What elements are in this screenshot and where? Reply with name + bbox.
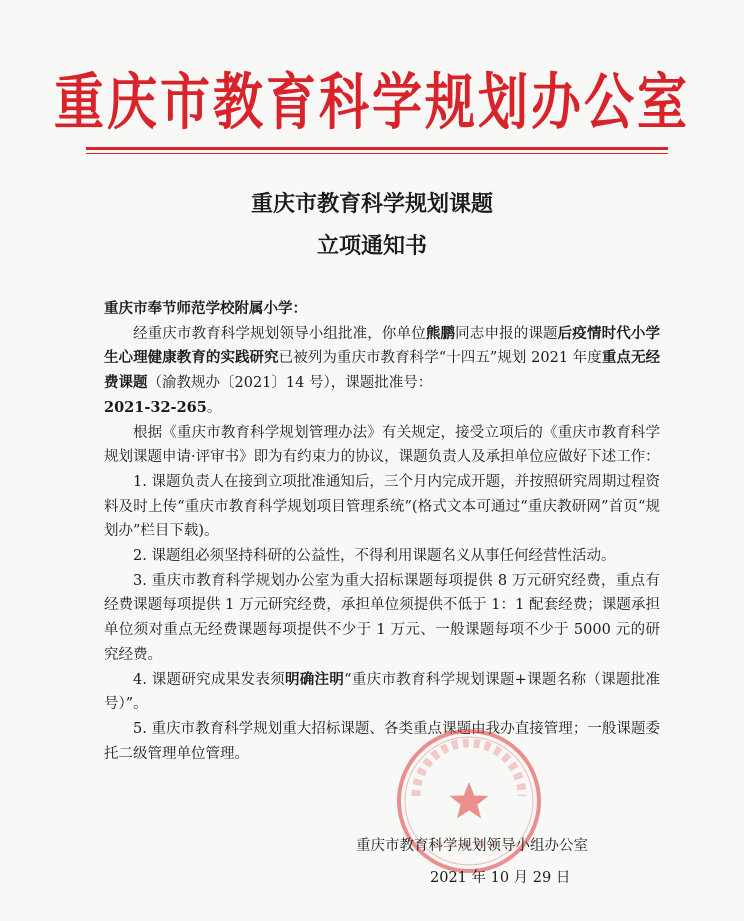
requirement-item-2: 2. 课题组必须坚持科研的公益性，不得利用课题名义从事任何经营性活动。 <box>133 548 616 565</box>
doc-title-line2: 立项通知书 <box>316 234 427 259</box>
signature-date: 2021 年 10 月 29 日 <box>430 870 571 886</box>
regulation-paragraph: 根据《重庆市教育科学规划管理办法》有关规定，接受立项后的《重庆市教育科学规划课题申请·评审书》即为有约束力的协议，课题负责人及承担单位应做好下述工作： <box>104 424 660 466</box>
letterhead-org: 重庆市教育科学规划办公室 <box>54 66 690 138</box>
requirement-item-5: 5. 重庆市教育科学规划重大招标课题、各类重点课题由我办直接管理；一般课题委托二级管理单位管理。 <box>104 720 660 762</box>
doc-title-line1: 重庆市教育科学规划课题 <box>250 192 493 217</box>
approval-number: 2021-32-265 <box>104 398 207 416</box>
item4-emphasis: 明确注明 <box>284 670 345 688</box>
requirement-item-3: 3. 重庆市教育科学规划办公室为重大招标课题每项提供 8 万元研究经费，重点有经费课题每项提供 1 万元研究经费，承担单位须提供不低于 1：1 配套经费；课题承担单位须对重点无经费课题每项提供不少于 1 万元、一般课题每项不少于 5000 元的研究经费。 <box>104 572 660 663</box>
applicant-name: 熊鹏 <box>425 324 456 342</box>
approval-text-2: 同志申报的课题 <box>455 325 558 342</box>
letterhead-rule-thin <box>86 153 668 154</box>
signature-org: 重庆市教育科学规划领导小组办公室 <box>356 838 588 854</box>
item4-text-1: 4. 课题研究成果发表须 <box>133 671 285 688</box>
item4-text-2: “重庆市教育科学规划课题+课题名称（课题批准号）”。 <box>104 671 661 713</box>
project-type: 重点无经费课题 <box>104 349 661 392</box>
approval-text-3: 已被列为重庆市教育科学“十四五”规划 2021 年度 <box>278 350 602 367</box>
approval-paragraph <box>104 322 660 421</box>
project-topic: 后疫情时代小学生心理健康教育的实践研究 <box>104 324 661 367</box>
approval-text-4: （渝教规办〔2021〕14 号），课题批准号： <box>147 375 433 392</box>
letterhead-rule-thick <box>86 147 668 150</box>
notice-body <box>104 297 660 766</box>
requirement-item-1: 1. 课题负责人在接到立项批准通知后，三个月内完成开题，并按照研究周期过程资料及时上传“重庆市教育科学规划项目管理系统”(格式文本可通过“重庆教研网”首页“规划办”栏目下载)。 <box>104 473 660 540</box>
addressee: 重庆市奉节师范学校附属小学： <box>104 300 307 317</box>
requirement-item-4 <box>104 668 660 717</box>
approval-text-1: 经重庆市教育科学规划领导小组批准，你单位 <box>133 325 426 342</box>
approval-text-end: 。 <box>206 399 222 416</box>
